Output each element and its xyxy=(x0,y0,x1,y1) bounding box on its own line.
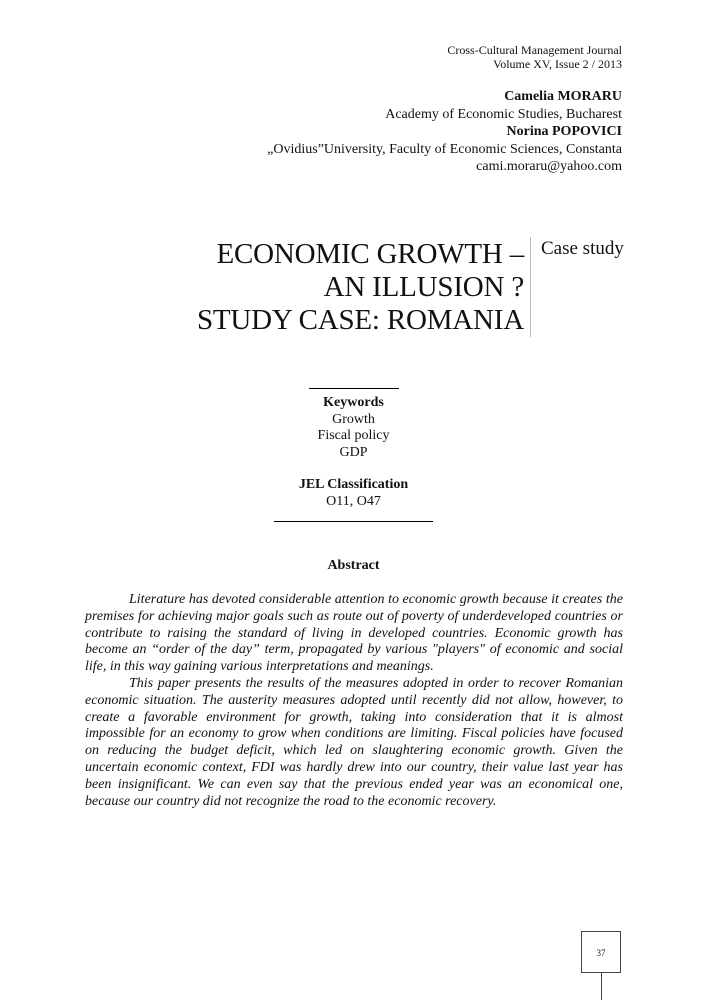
journal-issue: Volume XV, Issue 2 / 2013 xyxy=(493,57,622,71)
title-divider xyxy=(530,237,531,337)
keyword-item: Growth xyxy=(332,411,375,427)
title-line: AN ILLUSION ? xyxy=(323,271,524,303)
keywords-heading: Keywords xyxy=(323,395,384,410)
author-name: Camelia MORARU xyxy=(504,89,622,104)
abstract-heading: Abstract xyxy=(327,558,380,573)
keywords-section xyxy=(0,395,707,461)
article-type: Case study xyxy=(541,238,624,259)
author-block xyxy=(267,88,622,176)
journal-name: Cross-Cultural Management Journal xyxy=(447,43,622,57)
author-affiliation: Academy of Economic Studies, Bucharest xyxy=(385,106,622,122)
author-affiliation: „Ovidius”University, Faculty of Economic Sciences, Constanta xyxy=(267,141,622,157)
jel-heading: JEL Classification xyxy=(298,477,409,492)
abstract-body xyxy=(85,592,623,810)
page-number: 37 xyxy=(581,931,621,973)
title-line: ECONOMIC GROWTH – xyxy=(216,238,524,270)
abstract-paragraph: This paper presents the results of the measures adopted in order to recover Romanian economic situation. The austerity measures adopted until recently did not allow, however, to create a favorable environment for growth, taking into consideration that it is almost impossible for an economy to grow when conditions are limiting. Fiscal policies have focused on reducing the budget deficit, which led on slaughtering economic growth. Given the uncertain economic context, FDI was hardly drew into our country, their value last year has been insignificant. We can even say that the previous ended year was an economical one, because our country did not recognize the road to the economic recovery. xyxy=(85,675,623,809)
jel-section xyxy=(0,477,707,510)
author-email: cami.moraru@yahoo.com xyxy=(476,159,622,174)
page-number-line xyxy=(601,973,602,1000)
keyword-item: Fiscal policy xyxy=(317,428,390,443)
author-name: Norina POPOVICI xyxy=(506,124,622,139)
journal-header xyxy=(447,43,622,71)
jel-codes: O11, O47 xyxy=(326,493,381,509)
keywords-rule xyxy=(309,388,399,389)
title-line: STUDY CASE: ROMANIA xyxy=(196,304,524,336)
keyword-item: GDP xyxy=(339,444,368,460)
abstract-paragraph: Literature has devoted considerable attention to economic growth because it creates the premises for achieving major goals such as route out of poverty of underdeveloped countries or contribute to raising the standard of living in developed countries. Economic growth has become an “order of the day” term, propagated by various "players" of economic and social life, in this way gaining various interpretations and meanings. xyxy=(85,592,623,675)
paper-title xyxy=(197,238,524,337)
jel-rule xyxy=(274,521,433,522)
